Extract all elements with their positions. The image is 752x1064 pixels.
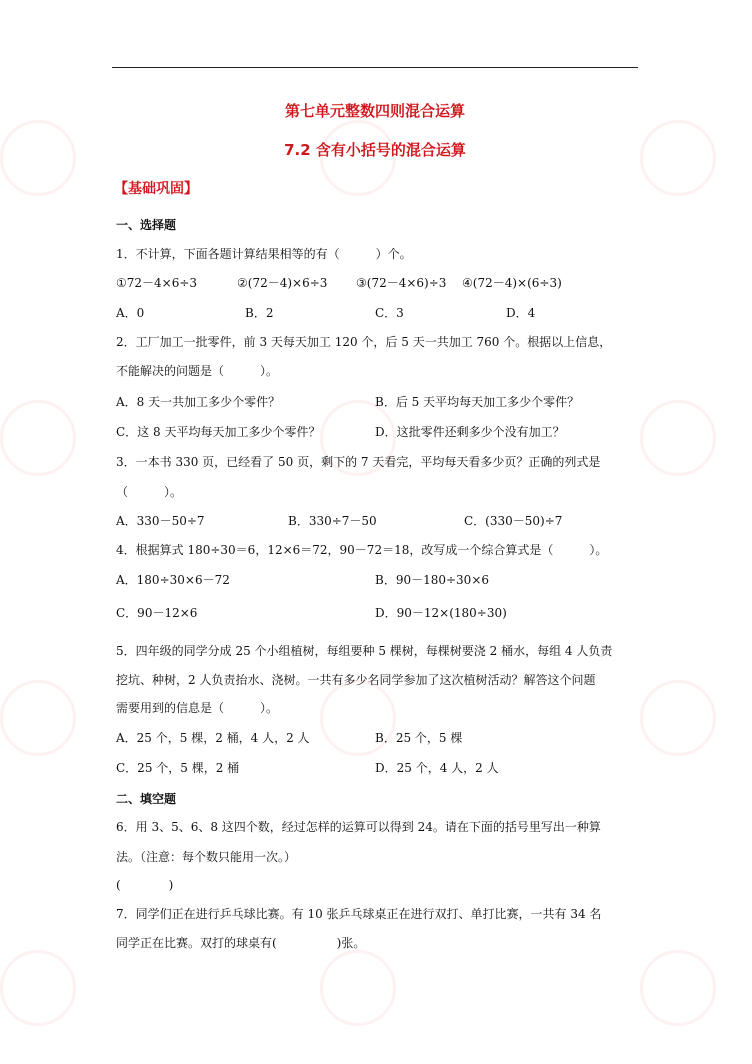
q2-option-a: A．8 天一共加工多少个零件？ [116,395,281,409]
watermark-mark [320,950,396,1026]
watermark-mark [0,400,76,476]
q3-stem-line1: 3．一本书 330 页，已经看了 50 页，剩下的 7 天看完，平均每天看多少页？正确的列式是 [116,455,601,469]
document-subtitle: 7.2 含有小括号的混合运算 [284,141,466,159]
q4-option-c: C．90－12×6 [116,606,198,620]
watermark-mark [640,950,716,1026]
watermark-mark [640,680,716,756]
q2-option-d: D．这批零件还剩多少个没有加工？ [375,425,565,439]
q2-option-c: C．这 8 天平均每天加工多少个零件？ [116,425,321,439]
part1-heading: 一、选择题 [116,218,177,232]
q1-expr-3: ③(72－4×6)÷3 [356,276,447,290]
q6-answer-blank: ( ) [116,878,174,892]
q4-stem: 4．根据算式 180÷30＝6，12×6＝72，90－72＝18，改写成一个综合算式是（ ）。 [116,543,608,557]
q4-option-a: A．180÷30×6－72 [116,573,230,587]
q2-stem-line2: 不能解决的问题是（ ）。 [116,364,279,378]
q1-expr-1: ①72－4×6÷3 [116,276,198,290]
q7-stem-line1: 7．同学们正在进行乒乓球比赛。有 10 张乒乓球桌正在进行双打、单打比赛，一共有 34 名 [116,907,602,921]
document-title: 第七单元整数四则混合运算 [284,102,465,120]
q6-stem-line2: 法。（注意：每个数只能用一次。） [116,850,297,864]
part2-heading: 二、填空题 [116,792,177,806]
q5-option-a: A．25 个，5 棵，2 桶，4 人，2 人 [116,731,310,745]
q1-expr-4: ④(72－4)×(6÷3) [462,276,562,290]
q3-option-a: A．330－50÷7 [116,514,205,528]
q2-stem-line1: 2．工厂加工一批零件，前 3 天每天加工 120 个，后 5 天一共加工 760 个。根据以上信息， [116,335,612,349]
q5-stem-line1: 5．四年级的同学分成 25 个小组植树，每组要种 5 棵树，每棵树要浇 2 桶水，每组 4 人负责 [116,644,613,658]
q7-stem-line2: 同学正在比赛。双打的球桌有( )张。 [116,936,366,950]
q3-option-b: B．330÷7－50 [288,514,377,528]
q3-stem-line2: （ ）。 [116,485,183,499]
q1-option-a: A．0 [116,306,145,320]
q1-stem: 1．不计算，下面各题计算结果相等的有（ ）个。 [116,247,412,261]
watermark-mark [640,120,716,196]
q5-option-d: D．25 个，4 人，2 人 [375,761,499,775]
q1-expr-2: ②(72－4)×6÷3 [237,276,328,290]
q2-option-b: B．后 5 天平均每天加工多少个零件？ [375,395,580,409]
q5-stem-line2: 挖坑、种树，2 人负责抬水、浇树。一共有多少名同学参加了这次植树活动？解答这个问题 [116,673,596,687]
watermark-mark [0,950,76,1026]
q1-option-c: C．3 [375,306,404,320]
q5-option-b: B．25 个，5 棵 [375,731,463,745]
q3-option-c: C．(330－50)÷7 [464,514,563,528]
watermark-mark [640,400,716,476]
q4-option-b: B．90－180÷30×6 [375,573,490,587]
q6-stem-line1: 6．用 3、5、6、8 这四个数，经过怎样的运算可以得到 24。请在下面的括号里写出一种算 [116,820,601,834]
q5-stem-line3: 需要用到的信息是（ ）。 [116,701,279,715]
q5-option-c: C．25 个，5 棵，2 桶 [116,761,240,775]
header-rule [112,67,638,68]
q1-option-d: D．4 [506,306,536,320]
section-label: 【基础巩固】 [114,181,198,197]
watermark-mark [0,680,76,756]
q1-option-b: B．2 [245,306,274,320]
q4-option-d: D．90－12×(180÷30) [375,606,507,620]
watermark-mark [0,120,76,196]
